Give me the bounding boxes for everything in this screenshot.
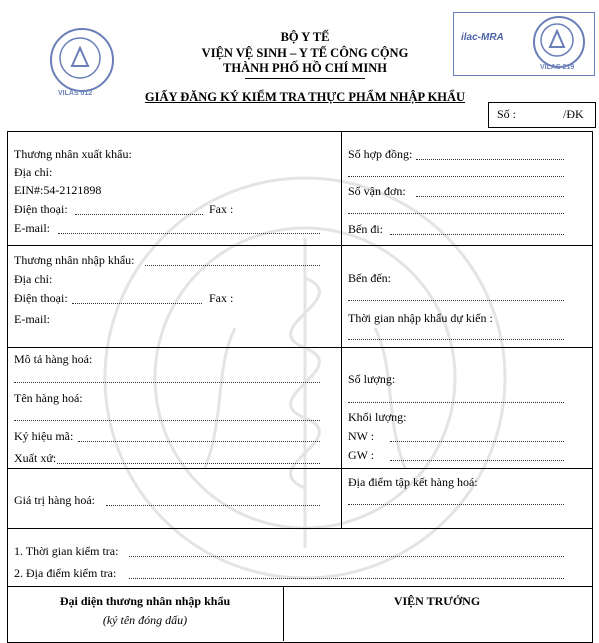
contract-number-field-2[interactable]	[348, 175, 564, 177]
importer-phone-label: Điện thoại:	[14, 291, 68, 305]
importer-name-label: Thương nhân nhập khẩu:	[14, 253, 135, 267]
bill-of-lading-field[interactable]	[416, 195, 564, 197]
vilas-219-logo	[533, 16, 585, 68]
inspection-location-field[interactable]	[129, 577, 564, 579]
quantity-field[interactable]	[348, 401, 564, 403]
institute-name: VIỆN VỆ SINH – Y TẾ CÔNG CỘNG	[201, 46, 409, 60]
gross-weight-field[interactable]	[390, 459, 564, 461]
importer-email-label: E-mail:	[14, 312, 50, 326]
goods-origin-field[interactable]	[57, 462, 320, 464]
importer-name-field[interactable]	[145, 264, 320, 266]
exporter-name-label: Thương nhân xuất khẩu:	[14, 147, 132, 161]
quantity-label: Số lượng:	[348, 372, 396, 386]
contract-number-field[interactable]	[416, 158, 564, 160]
arrival-port-field[interactable]	[348, 299, 564, 301]
gross-weight-label: GW :	[348, 448, 375, 462]
vilas-219-code: VILAS 219	[540, 64, 575, 71]
net-weight-label: NW :	[348, 429, 375, 443]
gathering-location-field[interactable]	[348, 503, 564, 505]
so-suffix: /ĐK	[563, 107, 584, 121]
ministry-name: BỘ Y TẾ	[280, 30, 330, 44]
exporter-fax-label: Fax :	[209, 202, 234, 216]
exporter-ein: EIN#:54-2121898	[14, 183, 102, 197]
exporter-phone-field[interactable]	[75, 213, 203, 215]
importer-phone-field[interactable]	[72, 302, 202, 304]
goods-value-label: Giá trị hàng hoá:	[14, 493, 95, 507]
departure-port-field[interactable]	[390, 233, 564, 235]
bill-of-lading-field-2[interactable]	[348, 212, 564, 214]
goods-code-label: Ký hiệu mã:	[14, 429, 74, 443]
importer-representative-label: Đại diện thương nhân nhập khẩu	[59, 594, 231, 608]
goods-name-label: Tên hàng hoá:	[14, 391, 83, 405]
goods-description-field[interactable]	[14, 381, 320, 383]
departure-port-label: Bến đi:	[348, 222, 383, 236]
importer-address-label: Địa chỉ:	[14, 272, 53, 286]
ilac-mra-logo: ilac-MRA	[461, 32, 504, 43]
goods-name-field[interactable]	[14, 419, 320, 421]
goods-code-field[interactable]	[78, 440, 320, 442]
vilas-012-code: VILAS 012	[58, 90, 93, 97]
header-underline	[245, 78, 365, 79]
goods-description-label: Mô tả hàng hoá:	[14, 352, 93, 366]
net-weight-field[interactable]	[390, 440, 564, 442]
inspection-time-field[interactable]	[129, 555, 564, 557]
arrival-port-label: Bến đến:	[348, 271, 391, 285]
vilas-012-logo	[50, 28, 114, 92]
form-title: GIẤY ĐĂNG KÝ KIỂM TRA THỰC PHẨM NHẬP KHẨU	[144, 90, 466, 104]
exporter-email-field[interactable]	[58, 232, 320, 234]
inspection-time-label: 1. Thời gian kiểm tra:	[14, 544, 119, 558]
so-label: Số :	[497, 107, 517, 121]
city-name: THÀNH PHỐ HỒ CHÍ MINH	[223, 61, 387, 75]
bill-of-lading-label: Số vận đơn:	[348, 184, 406, 198]
exporter-email-label: E-mail:	[14, 221, 50, 235]
inspection-location-label: 2. Địa điểm kiểm tra:	[14, 566, 117, 580]
expected-import-time-field[interactable]	[348, 338, 564, 340]
expected-import-time-label: Thời gian nhập khẩu dự kiến :	[348, 311, 493, 325]
contract-number-label: Số hợp đồng:	[348, 147, 413, 161]
goods-origin-label: Xuất xứ:	[14, 451, 57, 465]
sign-and-stamp-note: (ký tên đóng dấu)	[102, 613, 188, 627]
importer-fax-label: Fax :	[209, 291, 234, 305]
exporter-address-label: Địa chỉ:	[14, 165, 53, 179]
gathering-location-label: Địa điểm tập kết hàng hoá:	[348, 475, 478, 489]
goods-value-field[interactable]	[106, 504, 320, 506]
director-label: VIỆN TRƯỞNG	[393, 594, 481, 608]
exporter-phone-label: Điện thoại:	[14, 202, 68, 216]
weight-label: Khối lượng:	[348, 410, 407, 424]
